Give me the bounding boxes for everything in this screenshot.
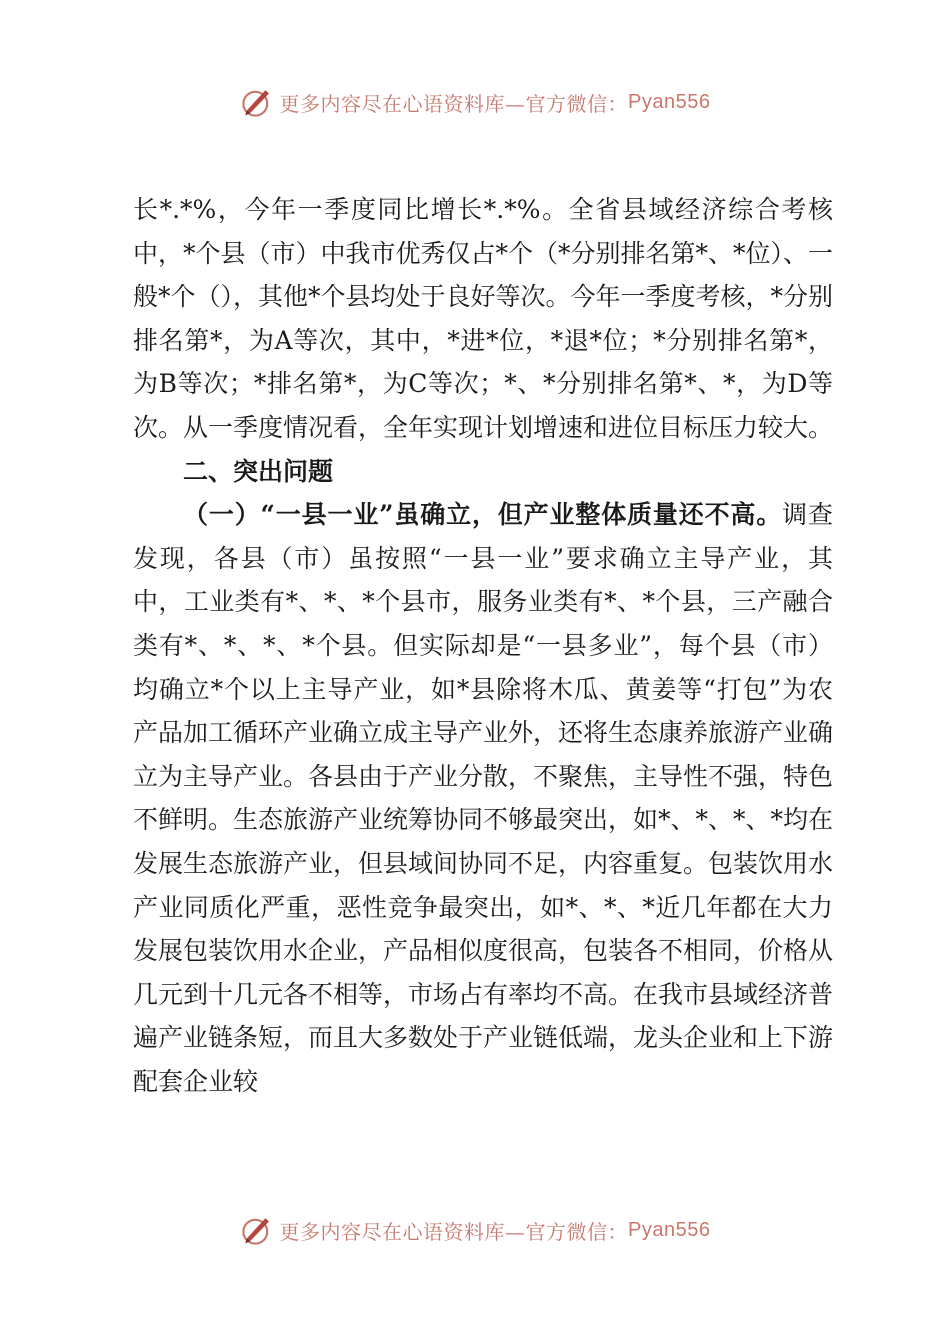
banner-text: 更多内容尽在心语资料库—官方微信： [279,91,629,116]
subsection-heading: （一）“一县一业”虽确立，但产业整体质量还不高。 [183,500,783,530]
pen-logo-icon [240,1213,274,1247]
banner-text: 更多内容尽在心语资料库—官方微信： [279,1219,629,1244]
document-body [133,188,833,1103]
banner-wechat-id: Pyan556 [628,90,711,113]
section-heading: 二、突出问题 [183,456,334,486]
paragraph: 长*.*%，今年一季度同比增长*.*%。全省县域经济综合考核中，*个县（市）中我市优秀仅占*个（*分别排名第*、*位）、一般*个（），其他*个县均处于良好等次。今年一季度考核，*分别排名第*，为A等次，其中，*进*位，*退*位；*分别排名第*，为B等次；*排名第*，为C等次；*、*分别排名第*、*，为D等次。从一季度情况看，全年实现计划增速和进位目标压力较大。 [133,195,834,442]
paragraph-text: 调查发现，各县（市）虽按照“一县一业”要求确立主导产业，其中，工业类有*、*、*个县市，服务业类有*、*个县，三产融合类有*、*、*、*个县。但实际却是“一县多业”，每个县（市）均确立*个以上主导产业，如*县除将木瓜、黄姜等“打包”为农产品加工循环产业确立成主导产业外，还将生态康养旅游产业确立为主导产业。各县由于产业分散，不聚焦，主导性不强，特色不鲜明。生态旅游产业统筹协同不够最突出，如*、*、*、*均在发展生态旅游产业，但县域间协同不足，内容重复。包装饮用水产业同质化严重，恶性竞争最突出，如*、*、*近几年都在大力发展包装饮用水企业，产品相似度很高，包装各不相同，价格从几元到十几元各不相等，市场占有率均不高。在我市县域经济普遍产业链条短，而且大多数处于产业链低端，龙头企业和上下游配套企业较 [133,500,834,1096]
pen-logo-icon [240,85,274,119]
paragraph [133,493,833,1103]
watermark-banner-bottom [0,1210,950,1250]
watermark-banner-top [0,82,950,122]
banner-wechat-id: Pyan556 [628,1218,711,1241]
